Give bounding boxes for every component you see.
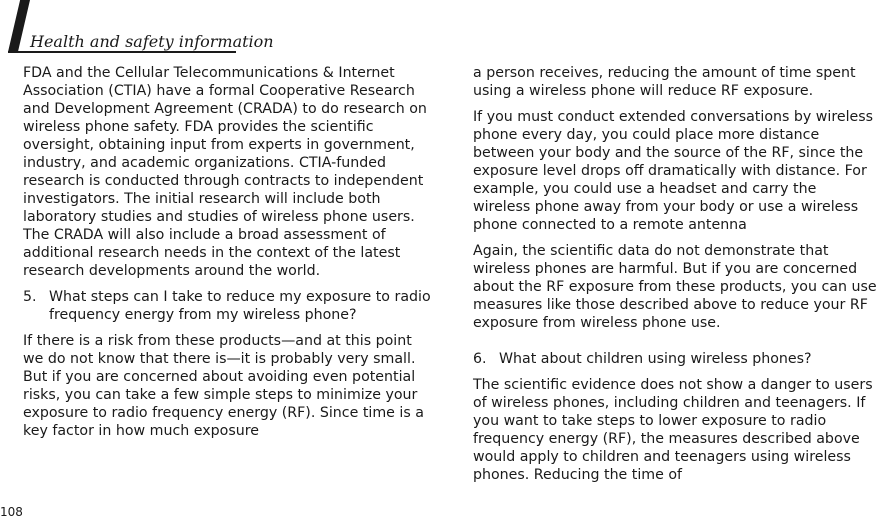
question-number: 6. <box>473 351 487 367</box>
left-column <box>23 64 435 448</box>
question-number: 5. <box>23 289 37 305</box>
right-column <box>473 64 877 492</box>
paragraph-distance: If you must conduct extended conversations by wireless phone every day, you could place more distance between your body and the source of the RF, since the exposure level drops off dramatically with distance. For example, you could use a headset and carry the wireless phone away from your body or use a wireless phone connected to a remote antenna <box>473 109 874 233</box>
spacer <box>473 340 877 350</box>
header-rule <box>8 51 236 53</box>
paragraph-children: The scientific evidence does not show a danger to users of wireless phones, including children and teenagers. If you want to take steps to lower exposure to radio frequency energy (RF), the measures described above would apply to children and teenagers using wireless phones. Reducing the time of <box>473 377 873 483</box>
paragraph-again: Again, the scientific data do not demonstrate that wireless phones are harmful. But if you are concerned about the RF exposure from these products, you can use measures like those described above to reduce your RF exposure from wireless phone use. <box>473 243 877 331</box>
question-text: What steps can I take to reduce my exposure to radio frequency energy from my wireless phone? <box>49 289 431 323</box>
page-number: 108 <box>0 505 23 519</box>
paragraph-exposure-time: a person receives, reducing the amount of time spent using a wireless phone will reduce RF exposure. <box>473 65 856 99</box>
section-title: Health and safety information <box>30 32 274 51</box>
question-5 <box>23 288 435 324</box>
paragraph-risk: If there is a risk from these products—and at this point we do not know that there is—it is probably very small. But if you are concerned about avoiding even potential risks, you can take a few simple steps to minimize your exposure to radio frequency energy (RF). Since time is a key factor in how much exposure <box>23 333 424 439</box>
question-text: What about children using wireless phones? <box>499 351 812 367</box>
header-accent-bar <box>8 0 30 52</box>
question-6 <box>473 350 877 368</box>
paragraph-crada: FDA and the Cellular Telecommunications & Internet Association (CTIA) have a formal Cooperative Research and Development Agreement (CRADA) to do research on wireless phone safety. FDA provides the scientific oversight, obtaining input from experts in government, industry, and academic organizations. CTIA-funded research is conducted through contracts to independent investigators. The initial research will include both laboratory studies and studies of wireless phone users. The CRADA will also include a broad assessment of additional research needs in the context of the latest research developments around the world. <box>23 65 427 279</box>
